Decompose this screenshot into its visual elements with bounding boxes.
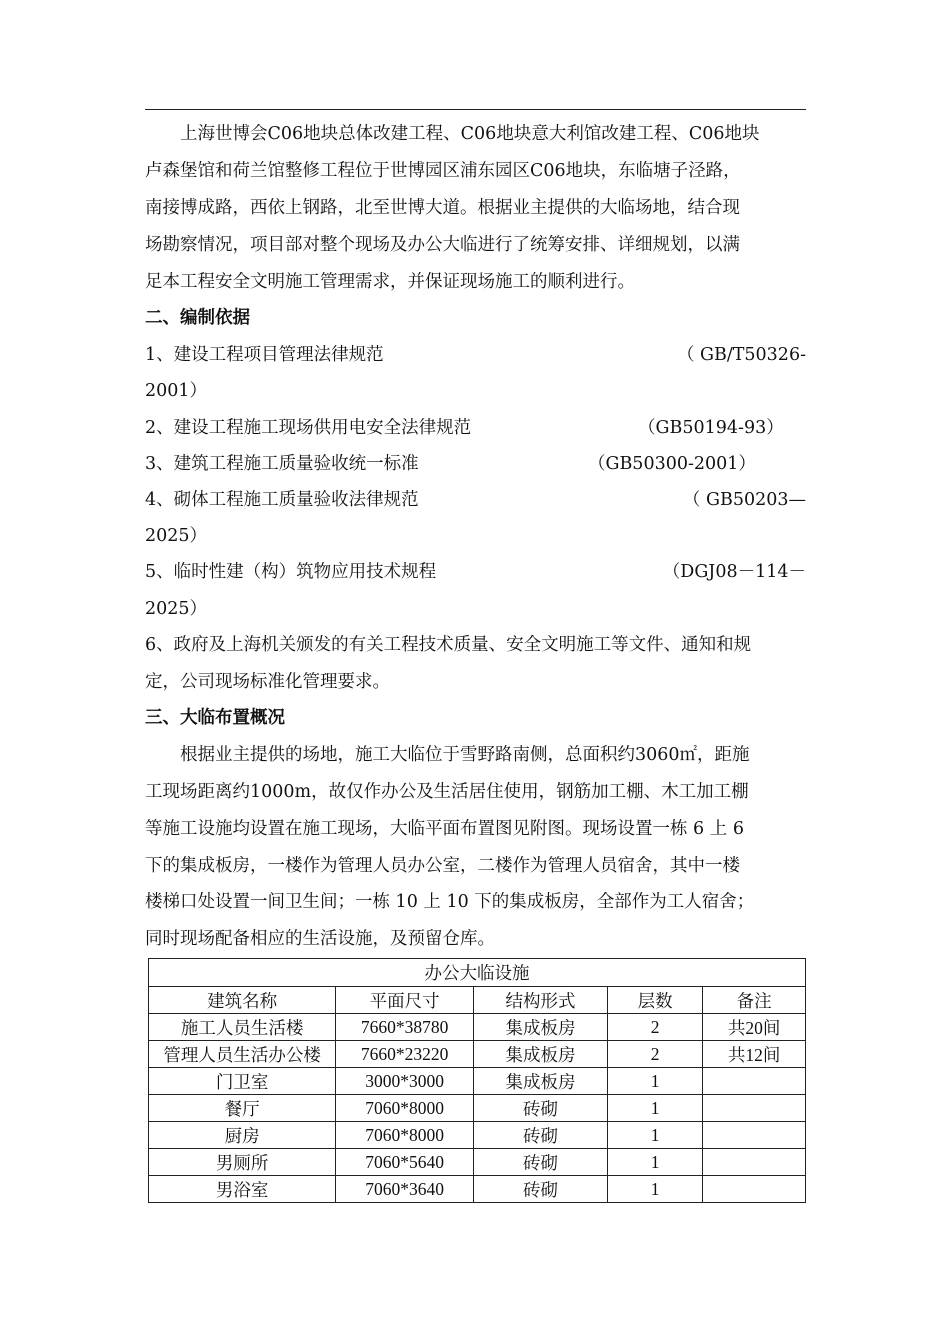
table-cell: [703, 1176, 806, 1203]
table-cell: 1: [607, 1122, 702, 1149]
reference-item: [145, 452, 806, 476]
column-header: 备注: [703, 987, 806, 1014]
table-row: [149, 1014, 806, 1041]
reference-item-6: 定，公司现场标准化管理要求。: [145, 672, 390, 692]
reference-code-continued: 2025）: [145, 526, 208, 546]
table-cell: 共12间: [703, 1041, 806, 1068]
table-cell: 7660*38780: [336, 1014, 474, 1041]
intro-line: 场勘察情况，项目部对整个现场及办公大临进行了统筹安排、详细规划，以满: [145, 235, 740, 255]
table-cell: 1: [607, 1176, 702, 1203]
table-caption: 办公大临设施: [149, 959, 806, 987]
table-caption-row: [149, 959, 806, 987]
body-line: 等施工设施均设置在施工现场，大临平面布置图见附图。现场设置一栋 6 上 6: [145, 819, 744, 839]
table-cell: 1: [607, 1095, 702, 1122]
body-line: 楼梯口处设置一间卫生间；一栋 10 上 10 下的集成板房，全部作为工人宿舍；: [145, 892, 755, 912]
column-header: 结构形式: [474, 987, 608, 1014]
column-header: 层数: [607, 987, 702, 1014]
table-cell: 共20间: [703, 1014, 806, 1041]
reference-title: 5、临时性建（构）筑物应用技术规程: [145, 562, 437, 582]
intro-line: 足本工程安全文明施工管理需求，并保证现场施工的顺利进行。: [145, 272, 635, 292]
column-header: 平面尺寸: [336, 987, 474, 1014]
reference-code: （GB50300-2001）: [587, 454, 806, 474]
header-rule: [145, 109, 806, 110]
table-cell: 男厕所: [149, 1149, 336, 1176]
reference-title: 4、砌体工程施工质量验收法律规范: [145, 490, 419, 510]
table-cell: 7060*8000: [336, 1095, 474, 1122]
reference-item-6: 6、政府及上海机关颁发的有关工程技术质量、安全文明施工等文件、通知和规: [145, 635, 752, 655]
table-header-row: [149, 987, 806, 1014]
table-cell: 男浴室: [149, 1176, 336, 1203]
table-cell: 集成板房: [474, 1014, 608, 1041]
table-cell: 砖砌: [474, 1122, 608, 1149]
table-row: [149, 1041, 806, 1068]
table-row: [149, 1095, 806, 1122]
table-cell: 餐厅: [149, 1095, 336, 1122]
table-row: [149, 1149, 806, 1176]
body-line: 根据业主提供的场地，施工大临位于雪野路南侧，总面积约3060㎡，距施: [180, 745, 750, 765]
reference-code: （ GB/T50326-: [676, 345, 806, 365]
reference-title: 2、建设工程施工现场供用电安全法律规范: [145, 418, 472, 438]
reference-code-continued: 2001）: [145, 381, 208, 401]
body-line: 同时现场配备相应的生活设施，及预留仓库。: [145, 929, 495, 949]
table-cell: 施工人员生活楼: [149, 1014, 336, 1041]
table-cell: 厨房: [149, 1122, 336, 1149]
table-row: [149, 1068, 806, 1095]
column-header: 建筑名称: [149, 987, 336, 1014]
table-cell: 砖砌: [474, 1149, 608, 1176]
table-cell: 砖砌: [474, 1095, 608, 1122]
table-cell: [703, 1149, 806, 1176]
table-cell: 砖砌: [474, 1176, 608, 1203]
table-cell: 7060*5640: [336, 1149, 474, 1176]
intro-line: 上海世博会C06地块总体改建工程、C06地块意大利馆改建工程、C06地块: [180, 124, 760, 144]
table-cell: [703, 1095, 806, 1122]
table-cell: 2: [607, 1041, 702, 1068]
table-cell: 1: [607, 1149, 702, 1176]
table-cell: 7660*23220: [336, 1041, 474, 1068]
table-cell: 集成板房: [474, 1041, 608, 1068]
table-cell: 集成板房: [474, 1068, 608, 1095]
reference-code-continued: 2025）: [145, 599, 208, 619]
table-row: [149, 1176, 806, 1203]
table-cell: [703, 1122, 806, 1149]
reference-code: （ GB50203—: [682, 490, 806, 510]
table-cell: 7060*3640: [336, 1176, 474, 1203]
section-heading: 二、编制依据: [145, 308, 250, 328]
table-cell: [703, 1068, 806, 1095]
table-cell: 1: [607, 1068, 702, 1095]
reference-item: [145, 343, 806, 367]
reference-item: [145, 488, 806, 512]
reference-title: 3、建筑工程施工质量验收统一标准: [145, 454, 419, 474]
reference-title: 1、建设工程项目管理法律规范: [145, 345, 384, 365]
table-row: [149, 1122, 806, 1149]
body-line: 下的集成板房，一楼作为管理人员办公室，二楼作为管理人员宿舍，其中一楼: [145, 856, 740, 876]
table-cell: 7060*8000: [336, 1122, 474, 1149]
table-cell: 门卫室: [149, 1068, 336, 1095]
table-cell: 管理人员生活办公楼: [149, 1041, 336, 1068]
intro-line: 卢森堡馆和荷兰馆整修工程位于世博园区浦东园区C06地块，东临塘子泾路，: [145, 161, 741, 181]
facilities-table: [148, 958, 806, 1203]
body-line: 工现场距离约1000m，故仅作办公及生活居住使用，钢筋加工棚、木工加工棚: [145, 782, 749, 802]
table-cell: 3000*3000: [336, 1068, 474, 1095]
section-heading: 三、大临布置概况: [145, 708, 285, 728]
reference-item: [145, 560, 806, 584]
table-cell: 2: [607, 1014, 702, 1041]
intro-line: 南接博成路，西依上钢路，北至世博大道。根据业主提供的大临场地，结合现: [145, 198, 740, 218]
reference-code: （GB50194-93）: [638, 418, 806, 438]
reference-code: （DGJ08－114－: [662, 562, 806, 582]
reference-item: [145, 416, 806, 440]
